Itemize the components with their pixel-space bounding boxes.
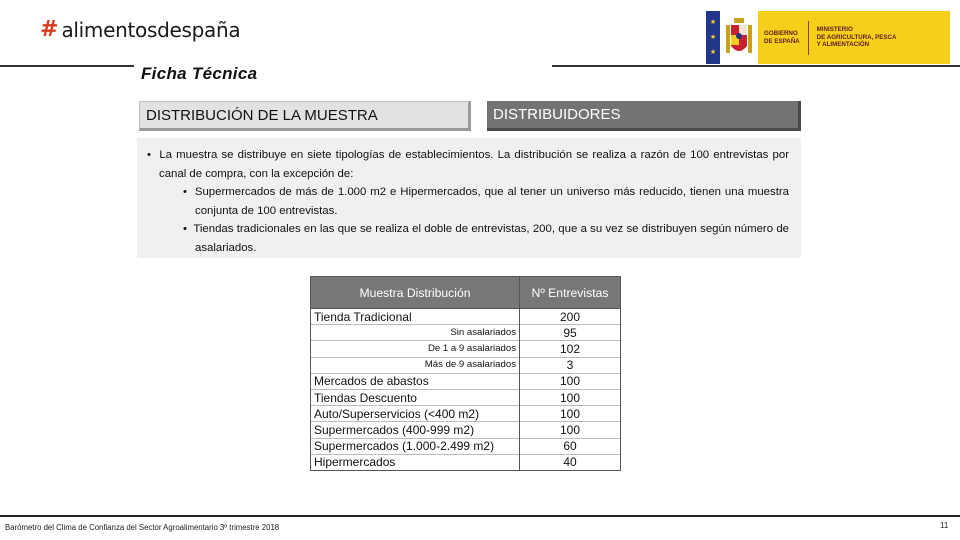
ministerio-label: MINISTERIO DE AGRICULTURA, PESCA Y ALIMENTACIÓN — [816, 26, 897, 49]
row-value: 95 — [520, 325, 621, 341]
logo-separator — [808, 21, 809, 55]
row-value: 3 — [520, 357, 621, 373]
tab-distribucion-muestra[interactable]: DISTRIBUCIÓN DE LA MUESTRA — [139, 101, 471, 131]
row-label: Hipermercados — [311, 454, 520, 470]
brand-wordmark: alimentosdespaña — [61, 18, 241, 42]
table-row — [311, 454, 621, 470]
ministry-label-area — [758, 11, 950, 64]
alimentos-de-espana-logo — [40, 18, 240, 42]
row-label: Sin asalariados — [311, 325, 520, 341]
table-row — [311, 422, 621, 438]
row-value: 100 — [520, 389, 621, 405]
coat-of-arms-icon — [720, 11, 758, 64]
row-label: Auto/Superservicios (<400 m2) — [311, 406, 520, 422]
star-icon: ★ — [709, 49, 717, 56]
star-icon: ★ — [709, 19, 717, 26]
table-row — [311, 389, 621, 405]
table-row — [311, 341, 621, 357]
row-value: 100 — [520, 422, 621, 438]
table-row — [311, 357, 621, 373]
sample-distribution-table — [310, 276, 621, 471]
tab-distribuidores[interactable]: DISTRIBUIDORES — [487, 101, 801, 131]
row-value: 100 — [520, 373, 621, 389]
row-value: 40 — [520, 454, 621, 470]
column-header-muestra: Muestra Distribución — [311, 277, 520, 309]
star-icon: ★ — [709, 34, 717, 41]
gobierno-label: GOBIERNO DE ESPAÑA — [764, 30, 800, 45]
footer-text: Barómetro del Clima de Confianza del Sector Agroalimentario 3º trimestre 2018 — [5, 523, 280, 532]
table-row — [311, 325, 621, 341]
government-ministry-logo — [706, 11, 950, 64]
row-label: Mercados de abastos — [311, 373, 520, 389]
info-box — [137, 138, 801, 258]
row-label: Tiendas Descuento — [311, 389, 520, 405]
row-label: Supermercados (1.000-2.499 m2) — [311, 438, 520, 454]
footer-rule — [0, 515, 960, 517]
table-row — [311, 406, 621, 422]
flag-band — [706, 11, 720, 64]
table-row — [311, 373, 621, 389]
row-value: 102 — [520, 341, 621, 357]
table-row — [311, 309, 621, 325]
table-header-row — [311, 277, 621, 309]
table-row — [311, 438, 621, 454]
page-number: 11 — [940, 521, 949, 530]
row-label: Supermercados (400-999 m2) — [311, 422, 520, 438]
row-label: De 1 a 9 asalariados — [311, 341, 520, 357]
info-bullet-supermercados: • Supermercados de más de 1.000 m2 e Hipermercados, que al tener un universo más reducido, tienen una muestra conjunta de 100 entrevistas. — [183, 186, 789, 217]
info-bullet-main: • La muestra se distribuye en siete tipologías de establecimientos. La distribución se realiza a razón de 100 entrevistas por canal de compra, con la excepción de: — [147, 149, 789, 180]
row-value: 100 — [520, 406, 621, 422]
row-label: Tienda Tradicional — [311, 309, 520, 325]
page-title: Ficha Técnica — [141, 64, 258, 83]
header-rule-left — [0, 65, 134, 67]
column-header-entrevistas: Nº Entrevistas — [520, 277, 621, 309]
row-value: 60 — [520, 438, 621, 454]
info-bullet-tiendas: • Tiendas tradicionales en las que se realiza el doble de entrevistas, 200, que a su vez se distribuyen según número de asalariados. — [183, 223, 789, 254]
brand-hash: # — [40, 17, 59, 42]
row-value: 200 — [520, 309, 621, 325]
header-rule-right — [552, 65, 960, 67]
row-label: Más de 9 asalariados — [311, 357, 520, 373]
